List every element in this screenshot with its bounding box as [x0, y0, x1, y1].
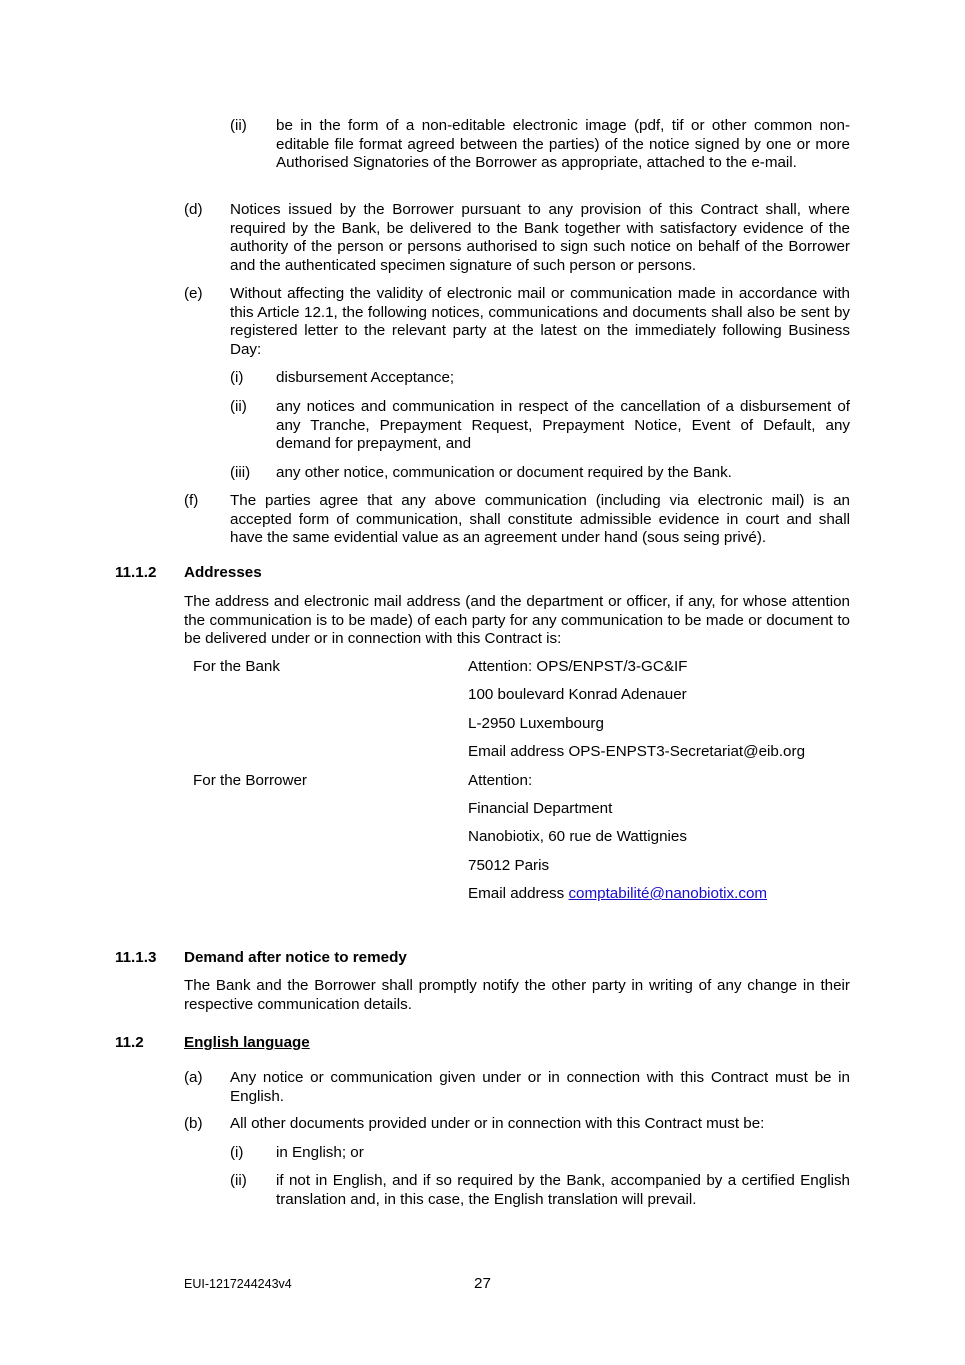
subclause-text: if not in English, and if so required by the Bank, accompanied by a certified English translation and, in this case, the English translation will prevail. [276, 1172, 850, 1208]
address-email [468, 885, 767, 904]
subclause-label: (ii) [230, 398, 247, 415]
subclause-label: (ii) [230, 1172, 247, 1189]
clause-text: Any notice or communication given under or in connection with this Contract must be in English. [230, 1069, 850, 1105]
address-party-borrower: For the Borrower [193, 772, 307, 789]
subclause-label: (i) [230, 1144, 244, 1161]
subclause-text: any notices and communication in respect of the cancellation of a disbursement of any Tranche, Prepayment Request, Prepayment Notice, Event of Default, any demand for prepayment, and [276, 398, 850, 453]
section-number: 11.2 [115, 1034, 144, 1051]
clause-label: (a) [184, 1069, 203, 1086]
address-line: Financial Department [468, 800, 613, 817]
section-number: 11.1.2 [115, 564, 157, 581]
section-text: The address and electronic mail address (and the department or officer, if any, for whose attention the communication is to be made) of each party for any communication to be made or document to be delivered under or in connection with this Contract is: [184, 593, 850, 648]
clause-label: (ii) [230, 117, 247, 134]
subclause-label: (i) [230, 369, 244, 386]
document-reference: EUI-1217244243v4 [184, 1277, 292, 1291]
clause-label: (f) [184, 492, 199, 509]
section-heading: Demand after notice to remedy [184, 949, 407, 966]
address-line: 75012 Paris [468, 857, 550, 874]
section-text: The Bank and the Borrower shall promptly notify the other party in writing of any change in their respective communication details. [184, 977, 850, 1013]
address-email: Email address OPS-ENPST3-Secretariat@eib.org [468, 743, 806, 760]
subclause-text: any other notice, communication or document required by the Bank. [276, 464, 732, 481]
clause-label: (b) [184, 1115, 203, 1132]
email-prefix: Email address [468, 885, 569, 902]
clause-text: Without affecting the validity of electronic mail or communication made in accordance with this Article 12.1, the following notices, communications and documents shall also be sent by registered letter to the relevant party at the latest on the immediately following Business Day: [230, 285, 850, 358]
address-line: Nanobiotix, 60 rue de Wattignies [468, 828, 687, 845]
address-line: 100 boulevard Konrad Adenauer [468, 686, 687, 703]
clause-text: be in the form of a non-editable electronic image (pdf, tif or other common non-editable file format agreed between the parties) of the notice signed by one or more Authorised Signatories of the Borrower as appropriate, attached to the e-mail. [276, 117, 850, 172]
section-heading: English language [184, 1034, 310, 1051]
address-party-bank: For the Bank [193, 658, 280, 675]
address-line: L-2950 Luxembourg [468, 715, 604, 732]
clause-label: (e) [184, 285, 203, 302]
borrower-email-link[interactable]: comptabilité@nanobiotix.com [568, 885, 768, 902]
clause-text: Notices issued by the Borrower pursuant to any provision of this Contract shall, where required by the Bank, be delivered to the Bank together with satisfactory evidence of the authority of the person or persons authorised to sign such notice on behalf of the Borrower and the authenticated specimen signature of such person or persons. [230, 201, 850, 274]
subclause-text: in English; or [276, 1144, 364, 1161]
clause-text: All other documents provided under or in connection with this Contract must be: [230, 1115, 765, 1132]
section-heading: Addresses [184, 564, 262, 581]
subclause-text: disbursement Acceptance; [276, 369, 455, 386]
page-number: 27 [474, 1275, 491, 1292]
clause-text: The parties agree that any above communication (including via electronic mail) is an accepted form of communication, shall constitute admissible evidence in court and shall have the same evidential value as an agreement under hand (sous seing privé). [230, 492, 850, 547]
address-line: Attention: OPS/ENPST/3-GC&IF [468, 658, 688, 675]
clause-label: (d) [184, 201, 203, 218]
section-number: 11.1.3 [115, 949, 157, 966]
address-line: Attention: [468, 772, 533, 789]
subclause-label: (iii) [230, 464, 251, 481]
